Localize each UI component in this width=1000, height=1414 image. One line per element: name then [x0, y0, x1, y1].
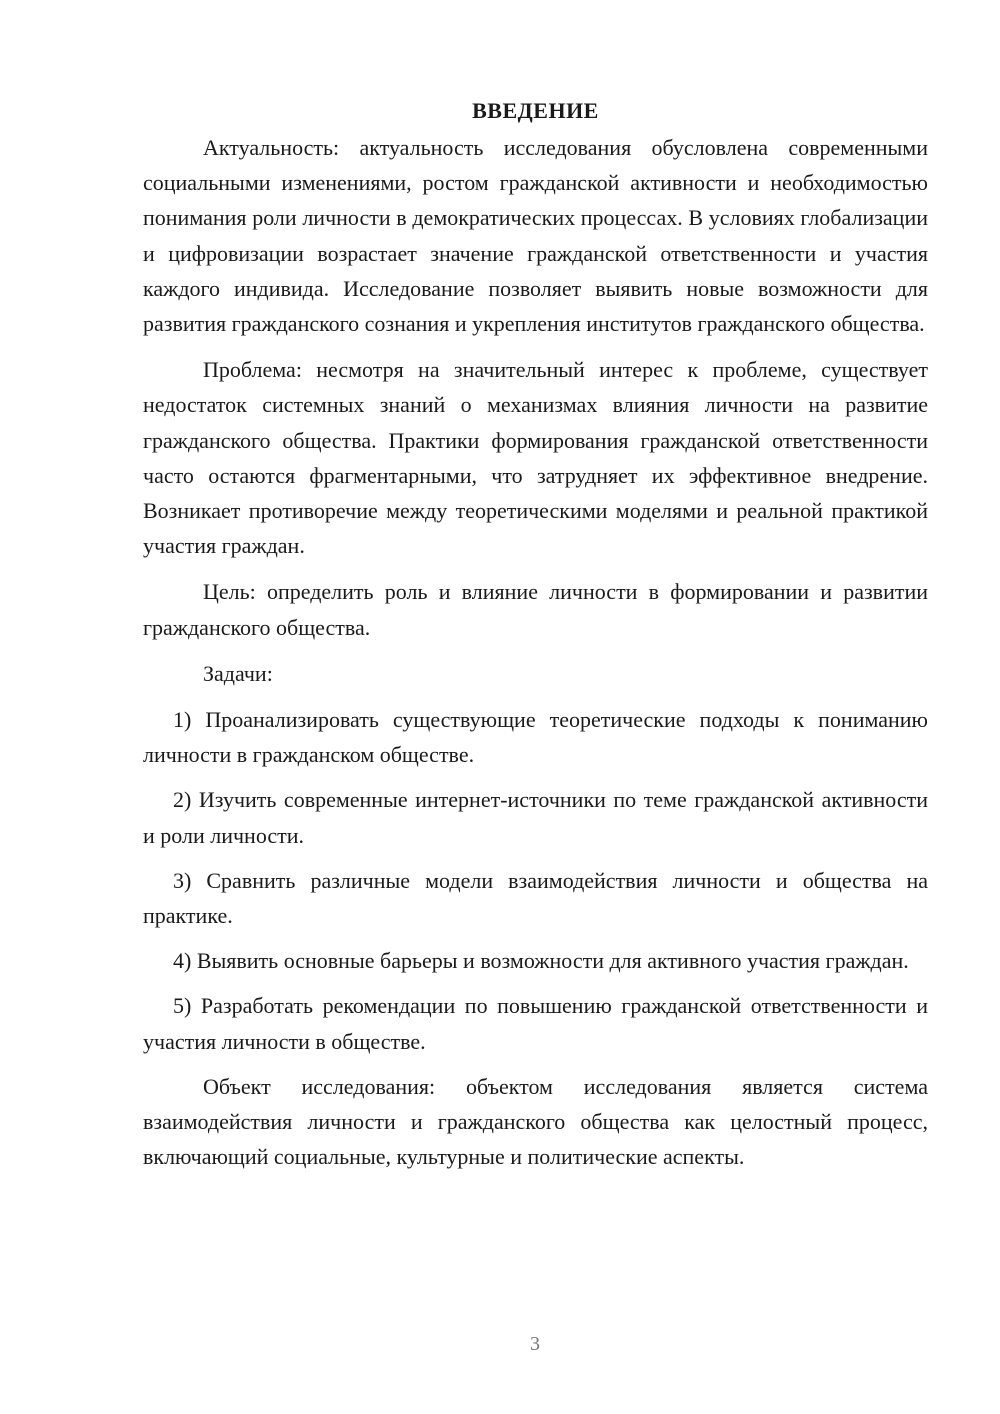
- task-item-3: 3) Сравнить различные модели взаимодействия личности и общества на практике.: [143, 867, 928, 929]
- task-item-4: 4) Выявить основные барьеры и возможности для активного участия граждан.: [173, 948, 909, 974]
- goal-paragraph: Цель: определить роль и влияние личности в формировании и развитии гражданского общества.: [143, 579, 928, 640]
- task-item-5: 5) Разработать рекомендации по повышению гражданской ответственности и участия личности в обществе.: [143, 993, 928, 1054]
- section-title: ВВЕДЕНИЕ: [472, 98, 599, 123]
- problem-paragraph: Проблема: несмотря на значительный интерес к проблеме, существует недостаток системных знаний о механизмах влияния личности на развитие гражданского общества. Практики формирования гражданской ответственности часто остаются фрагментарными, что затрудняет их эффективное внедрение. Возникает противоречие между теоретическими моделями и реальной практикой участия граждан.: [143, 357, 928, 559]
- task-item-2: 2) Изучить современные интернет-источники по теме гражданской активности и роли личности.: [143, 787, 928, 848]
- object-paragraph: Объект исследования: объектом исследования является система взаимодействия личности и гражданского общества как целостный процесс, включающий социальные, культурные и политические аспекты.: [143, 1073, 928, 1170]
- document-page: [143, 96, 928, 1185]
- page-number: 3: [530, 1333, 540, 1355]
- task-item-1: 1) Проанализировать существующие теоретические подходы к пониманию личности в гражданском обществе.: [143, 707, 928, 768]
- relevance-paragraph: Актуальность: актуальность исследования обусловлена современными социальными изменениями, ростом гражданской активности и необходимостью понимания роли личности в демократических процессах. В условиях глобализации и цифровизации возрастает значение гражданской ответственности и участия каждого индивида. Исследование позволяет выявить новые возможности для развития гражданского сознания и укрепления институтов гражданского общества.: [143, 135, 928, 337]
- tasks-heading: Задачи:: [203, 660, 273, 686]
